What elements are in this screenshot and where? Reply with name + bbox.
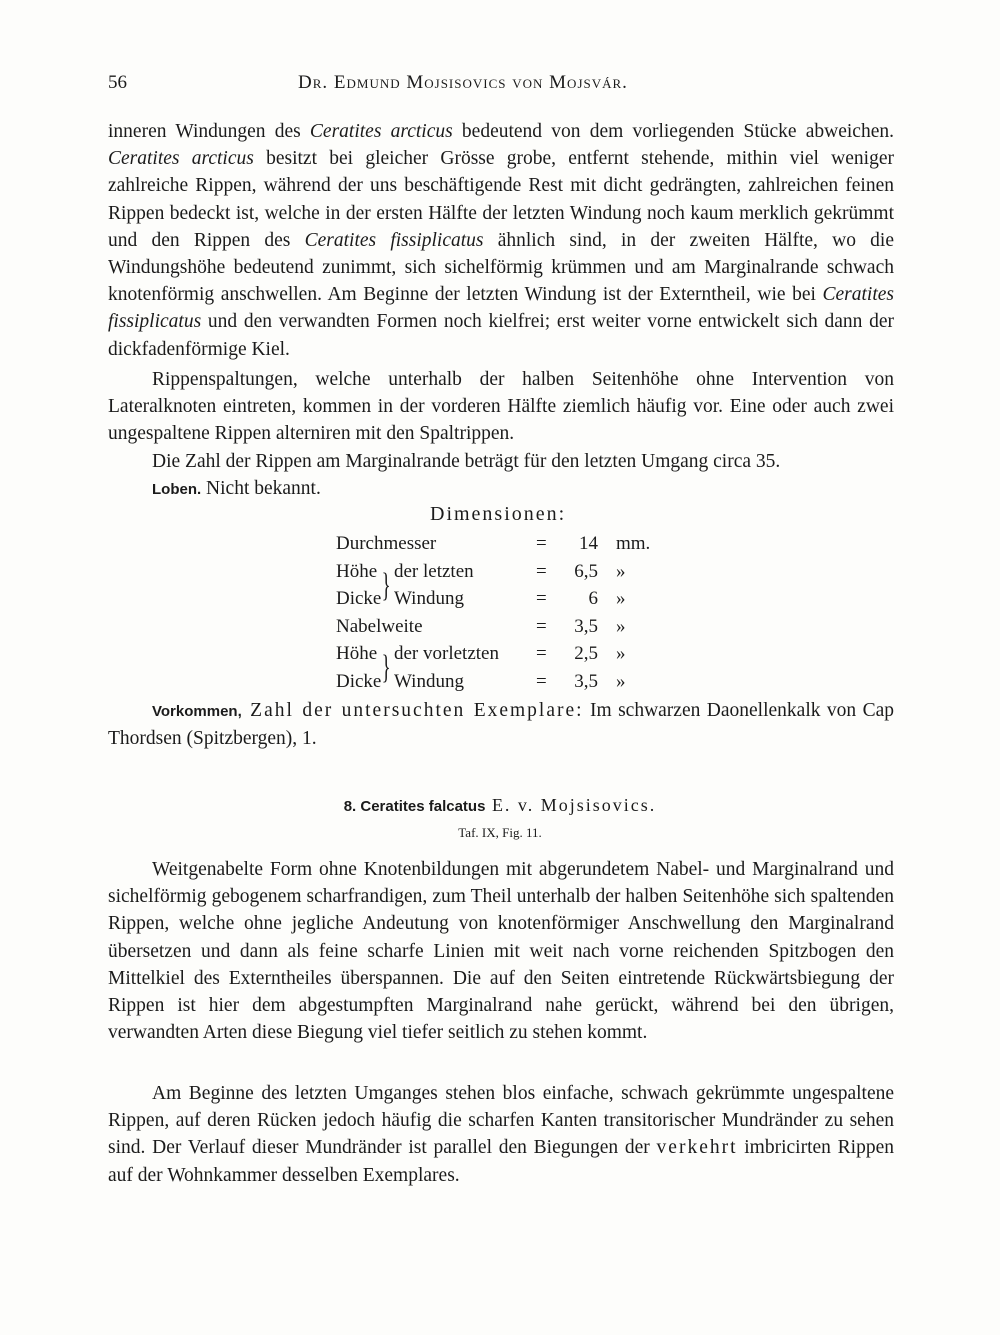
text-span: Die Zahl der Rippen am Marginalrande beträgt für den letzten Umgang circa 35. <box>152 451 781 472</box>
dimension-value: 2,5 <box>574 643 598 664</box>
equals-sign: = <box>536 560 547 582</box>
equals-sign: = <box>536 615 547 637</box>
dimensions-title: Dimensionen: <box>430 503 567 525</box>
species-heading <box>0 795 1000 816</box>
text-span: Am Beginne des letzten Umganges stehen blos einfache, schwach gekrümmte ungespaltene Rippen, auf deren Rücken jedoch häufig die scharfen Kanten transitorischer Mundränder zu sehen sind. Der Verlauf dieser Mundränder ist parallel den Biegungen der <box>108 1083 894 1159</box>
running-title: Dr. Edmund Mojsisovics von Mojsvár. <box>298 72 628 93</box>
brace-glyph: } <box>381 649 391 686</box>
dimension-label: Durchmesser <box>336 533 437 554</box>
taxon-name: Ceratites fissiplicatus <box>108 284 894 333</box>
dimension-label: Höhe <box>336 560 378 582</box>
page-header <box>108 72 894 102</box>
taxon-name: Ceratites arcticus <box>309 121 453 142</box>
dimension-sublabel: Windung <box>394 588 464 609</box>
text-span: Nicht bekannt. <box>201 478 321 499</box>
text-span: Weitgenabelte Form ohne Knotenbildungen mit abgerundetem Nabel- und Marginalrand und sichelförmig gebogenem scharfrandigen, zum Theil unterhalb der halben Seitenhöhe sich spaltenden Rippen, welche ohne jegliche Andeutung von knotenförmiger Anschwellung den Marginalrand übersetzen und dann als feine scharfe Linien mit weit nach vorne reichenden Spitzbogen den Mittelkiel des Externtheiles überspannen. Die auf den Seiten eintretende Rückwärtsbiegung der Rippen ist hier dem abgestumpften Marginalrand nahe gerückt, während bei den übrigen, verwandten Arten diese Biegung viel tiefer seitlich zu stehen kommt. <box>108 859 894 1044</box>
equals-sign: = <box>536 533 547 554</box>
dimension-unit: » <box>616 588 626 609</box>
paragraph-3 <box>108 448 894 475</box>
text-span: imbricirten Rippen auf der Wohnkammer desselben Exemplares. <box>108 1137 894 1186</box>
dimension-unit: » <box>616 643 626 664</box>
section-label: Vorkommen, <box>152 703 242 720</box>
dimension-row <box>336 671 676 699</box>
dimension-label: Nabelweite <box>336 615 423 637</box>
taxon-name: Ceratites arcticus <box>108 148 254 170</box>
species-author: E. v. Mojsisovics. <box>485 795 657 815</box>
dimension-value: 14 <box>579 533 598 554</box>
text-span: und den verwandten Formen noch kielfrei; erst weiter vorne entwickelt sich dann der dickfadenförmige Kiel. <box>108 311 894 360</box>
spaced-text: Zahl der untersuchten Exemplare: <box>241 700 584 721</box>
dimension-unit: mm. <box>616 533 651 554</box>
dimension-row <box>336 616 676 644</box>
dimension-unit: » <box>616 560 626 582</box>
text-span: besitzt bei gleicher Grösse grobe, entfernt stehende, mithin viel weniger zahlreiche Rippen, während der uns beschäftigende Rest mit dicht gedrängten, zahlreichen feinen Rippen bedeckt ist, welche in der ersten Hälfte der letzten Windung noch kaum merklich gekrümmt und den Rippen des <box>108 148 894 251</box>
taxon-name: Ceratites fissiplicatus <box>304 229 484 251</box>
equals-sign: = <box>536 643 547 664</box>
text-span: bedeutend von dem vorliegenden Stücke abweichen. <box>452 121 894 142</box>
equals-sign: = <box>536 670 547 692</box>
dimension-label: Höhe <box>336 643 378 664</box>
paragraph-5 <box>108 1080 894 1189</box>
dimension-value: 6 <box>588 588 598 609</box>
paragraph-4 <box>108 856 894 1046</box>
spaced-text: verkehrt <box>656 1137 738 1159</box>
dimension-sublabel: Windung <box>394 670 464 692</box>
text-span: Rippenspaltungen, welche unterhalb der halben Seitenhöhe ohne Intervention von Lateralknoten eintreten, kommen in der vorderen Hälfte ziemlich häufig vor. Eine oder auch zwei ungespaltene Rippen alterniren mit den Spaltrippen. <box>108 369 894 445</box>
dimension-value: 3,5 <box>574 670 598 692</box>
paragraph-1 <box>108 118 894 363</box>
text-span: inneren Windungen des <box>108 121 310 142</box>
page-number: 56 <box>108 72 127 93</box>
dimension-sublabel: der vorletzten <box>394 643 499 664</box>
dimension-unit: » <box>616 670 626 692</box>
equals-sign: = <box>536 588 547 609</box>
vorkommen-paragraph <box>108 697 894 752</box>
loben-line <box>108 475 894 503</box>
dimension-value: 3,5 <box>574 615 598 637</box>
dimension-sublabel: der letzten <box>394 560 474 582</box>
text-span: Im schwarzen Daonellenkalk von Cap Thordsen (Spitzbergen), 1. <box>108 700 894 750</box>
dimension-value: 6,5 <box>574 560 598 582</box>
dimension-unit: » <box>616 615 626 637</box>
plate-reference: Taf. IX, Fig. 11. <box>458 825 542 840</box>
dimension-label: Dicke <box>336 670 382 692</box>
dimensions-table <box>336 533 676 698</box>
paragraph-2 <box>108 366 894 448</box>
brace-glyph: } <box>381 566 391 604</box>
dimension-row <box>336 588 676 616</box>
dimension-row <box>336 533 676 561</box>
dimension-label: Dicke <box>336 588 382 609</box>
section-label: Loben. <box>152 481 202 498</box>
species-name: 8. Ceratites falcatus <box>343 798 486 815</box>
text-span: ähnlich sind, in der zweiten Hälfte, wo die Windungshöhe bedeutend zunimmt, sich sichelförmig krümmen und am Marginalrande schwach knotenförmig anschwellen. Am Beginne der letzten Windung ist der Externtheil, wie bei <box>108 229 894 306</box>
